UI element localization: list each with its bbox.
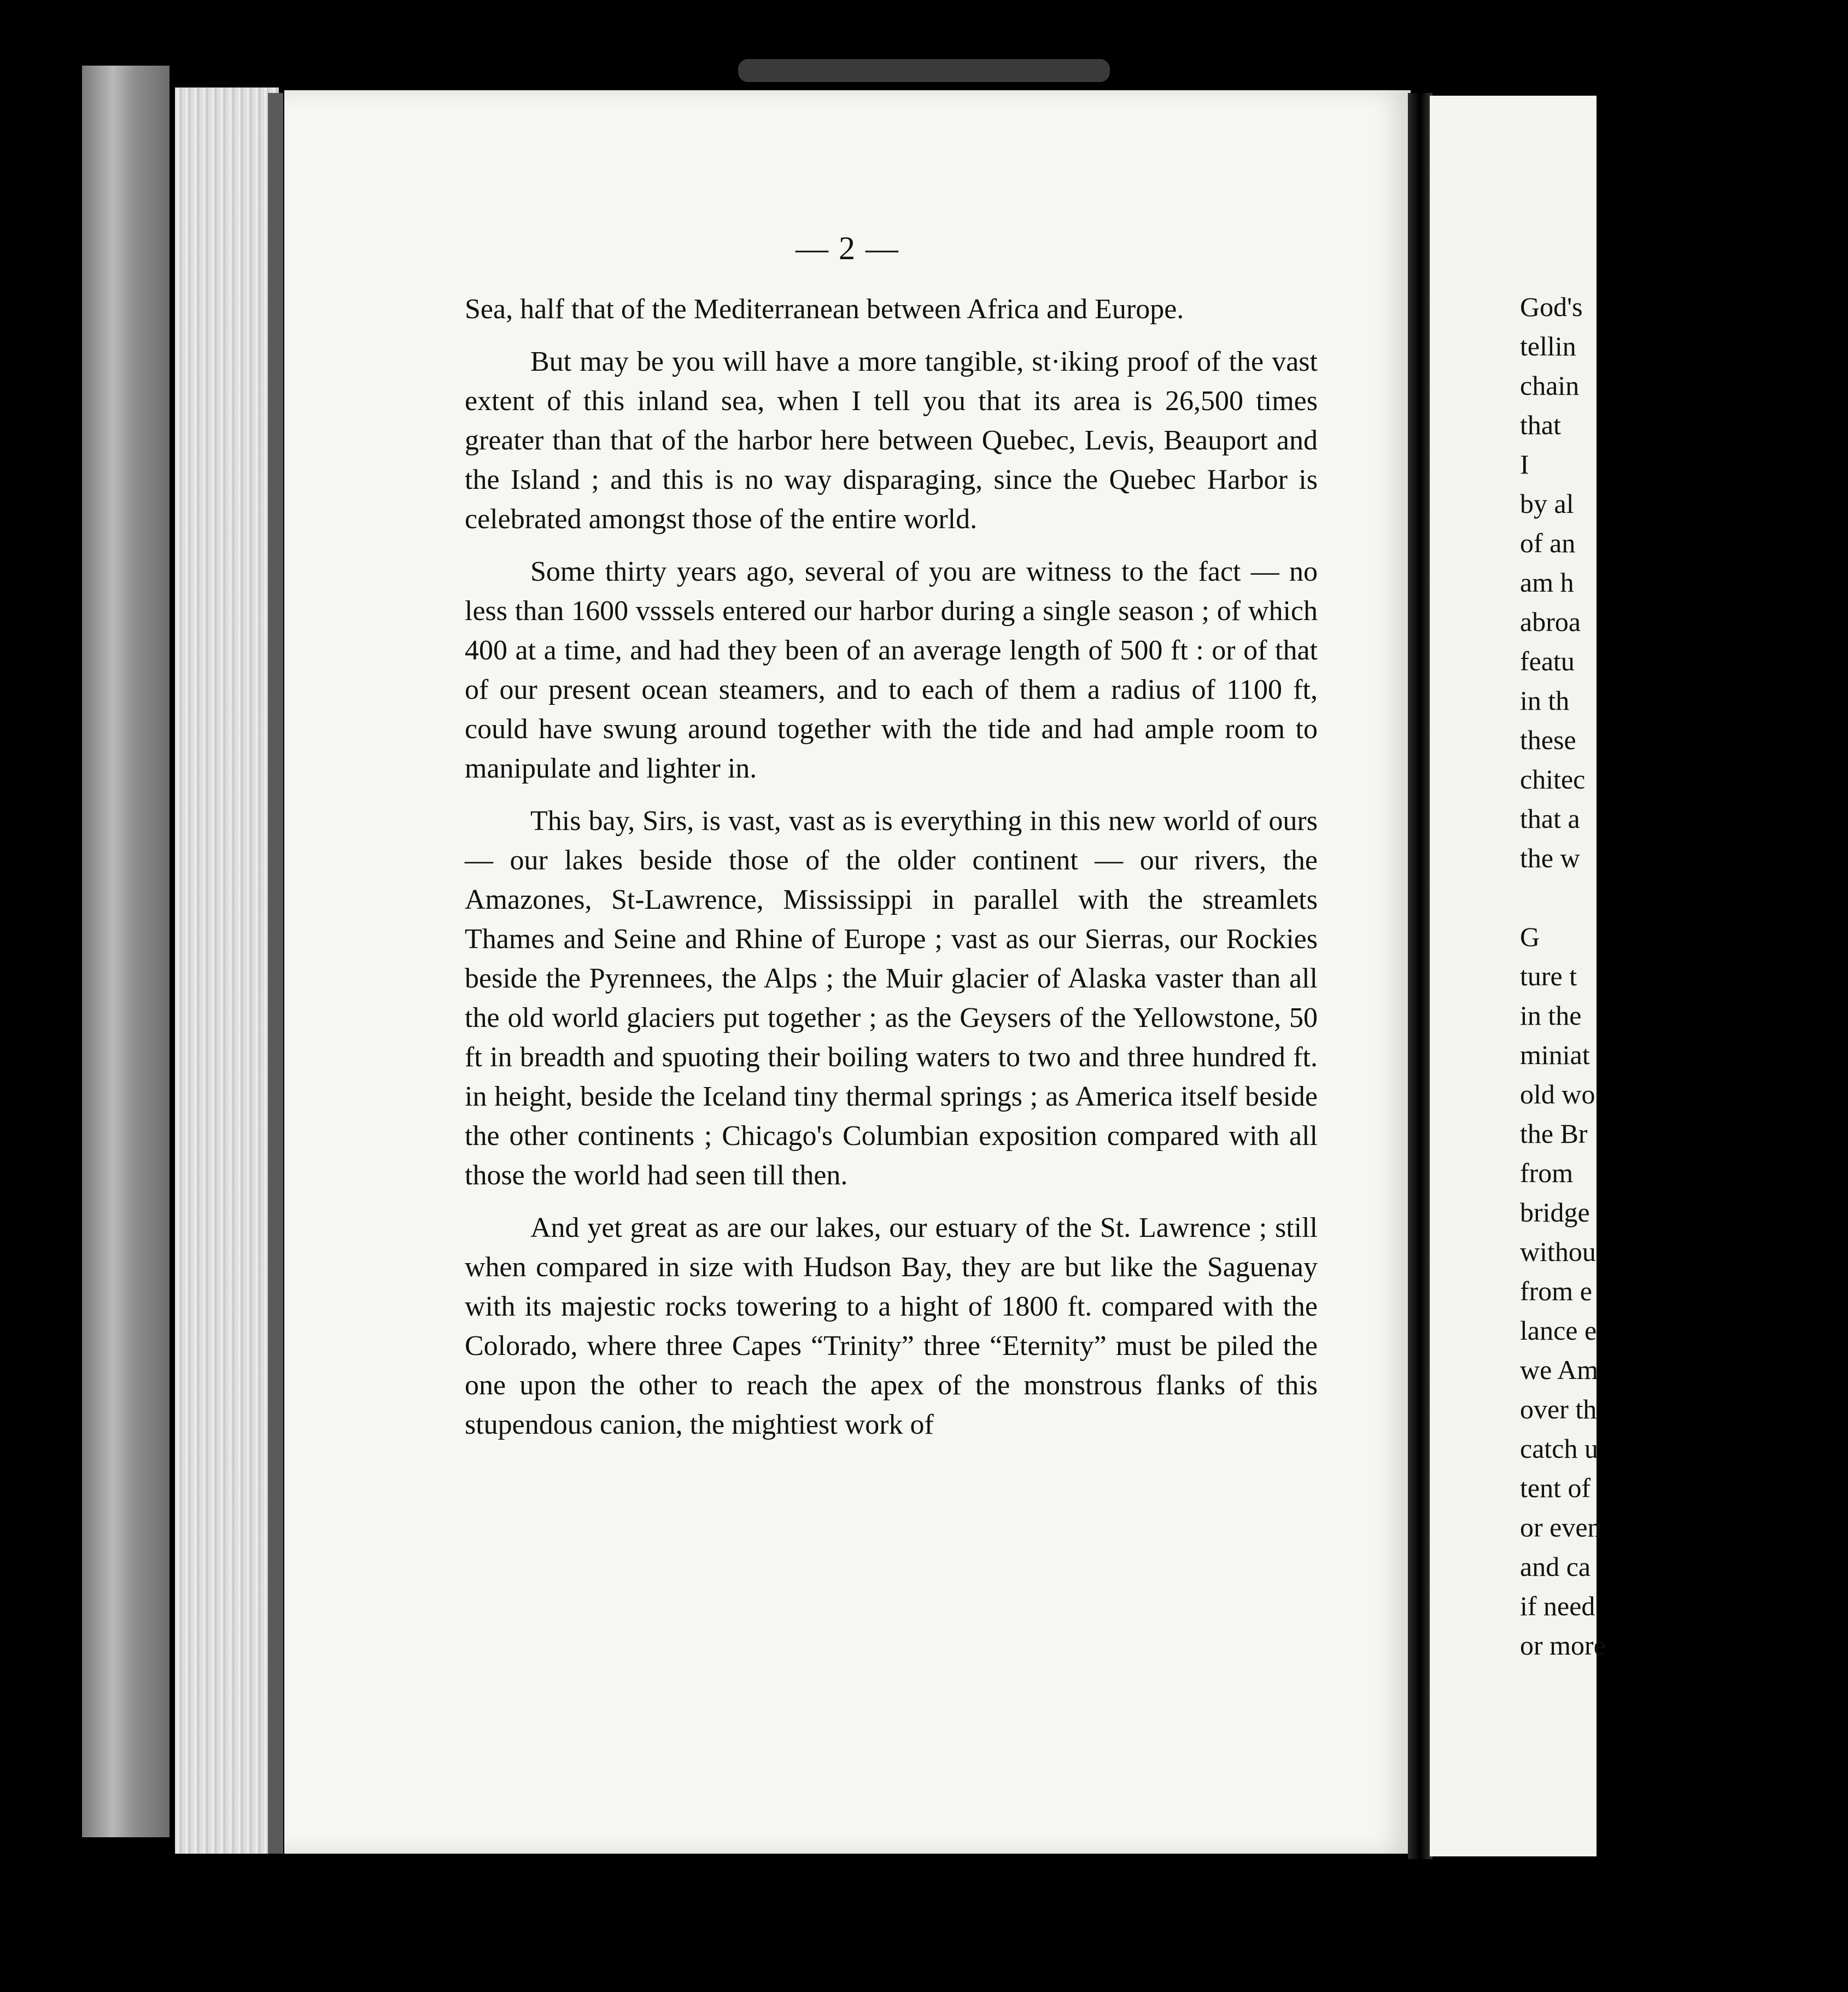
right-page-line: that bbox=[1520, 410, 1561, 440]
right-page-line: these bbox=[1520, 725, 1576, 755]
right-page-line: tellin bbox=[1520, 331, 1576, 361]
right-page-line: that a bbox=[1520, 803, 1580, 834]
right-page-line: bridge bbox=[1520, 1197, 1590, 1228]
page-stack-edges bbox=[175, 87, 279, 1854]
paragraph-4: This bay, Sirs, is vast, vast as is everything in this new world of ours — our lakes beside those of the older continent — our rivers, the Amazones, St-Lawrence, Mississippi in parallel with the streamlets Thames and Seine and Rhine of Europe ; vast as our Sierras, our Rockies beside the Pyrennees, the Alps ; the Muir glacier of Alaska vaster than all the old world glaciers put together ; as the Geysers of the Yellowstone, 50 ft in breadth and spuoting their boiling waters to two and three hundred ft. in height, beside the Iceland tiny thermal springs ; as America itself beside the other continents ; Chicago's Columbian exposition compared with all those the world had seen till then. bbox=[465, 805, 1318, 1191]
right-page-line: and ca bbox=[1520, 1551, 1591, 1582]
paragraph-2: But may be you will have a more tangible, st·iking proof of the vast extent of this inland sea, when I tell you that its area is 26,500 times greater than that of the harbor here between Quebec, Levis, Beauport and the Island ; and this is no way disparaging, since the Quebec Harbor is celebrated amongst those of the entire world. bbox=[465, 346, 1318, 535]
right-page bbox=[1430, 96, 1606, 1856]
right-page-text bbox=[1520, 287, 1848, 1665]
book-gutter bbox=[1408, 93, 1432, 1859]
right-page-line: from e bbox=[1520, 1276, 1592, 1306]
book-spine bbox=[82, 66, 169, 1837]
right-page-line: G bbox=[1520, 921, 1540, 952]
scanner-clip bbox=[738, 59, 1110, 82]
right-page-line: am h bbox=[1520, 567, 1574, 598]
right-page-line: withou bbox=[1520, 1236, 1596, 1267]
right-page-line: the w bbox=[1520, 843, 1580, 873]
right-page-line: from bbox=[1520, 1158, 1574, 1188]
page-body bbox=[465, 290, 1318, 1458]
right-page-line: catch u bbox=[1520, 1433, 1598, 1464]
right-page-line: by al bbox=[1520, 488, 1574, 519]
right-page-line: in th bbox=[1520, 685, 1570, 716]
right-page-line bbox=[1520, 878, 1848, 917]
right-page-line: or even bbox=[1520, 1512, 1601, 1543]
right-page-line: God's bbox=[1520, 291, 1583, 322]
left-page bbox=[284, 90, 1411, 1854]
right-page-line: chitec bbox=[1520, 764, 1586, 795]
right-page-line: in the bbox=[1520, 1000, 1582, 1031]
paragraph-5: And yet great as are our lakes, our estuary of the St. Lawrence ; still when compared in size with Hudson Bay, they are but like the Saguenay with its majestic rocks towering to a hight of 1800 ft. compared with the Colorado, where three Capes “Trinity” three “Eternity” must be piled the one upon the other to reach the apex of the monstrous flanks of this stupendous canion, the mightiest work of bbox=[465, 1212, 1318, 1440]
right-page-line: lance e bbox=[1520, 1315, 1597, 1346]
right-page-line: tent of bbox=[1520, 1473, 1591, 1503]
right-page-line: the Br bbox=[1520, 1118, 1588, 1149]
paragraph-1: Sea, half that of the Mediterranean between Africa and Europe. bbox=[465, 294, 1184, 325]
right-page-line: we Am bbox=[1520, 1354, 1599, 1385]
right-page-line: over th bbox=[1520, 1394, 1597, 1424]
right-page-line: I bbox=[1520, 449, 1529, 480]
right-page-line: if need bbox=[1520, 1591, 1595, 1621]
right-page-line: miniat bbox=[1520, 1039, 1590, 1070]
paragraph-3: Some thirty years ago, several of you are witness to the fact — no less than 1600 vsssels entered our harbor during a single season ; of which 400 at a time, and had they been of an average length of 500 ft : or of that of our present ocean steamers, and to each of them a radius of 1100 ft, could have swung around together with the tide and had ample room to manipulate and lighter in. bbox=[465, 556, 1318, 784]
right-page-line: or more bbox=[1520, 1630, 1606, 1661]
right-page-line: old wo bbox=[1520, 1079, 1595, 1109]
page-number: — 2 — bbox=[796, 230, 899, 266]
right-page-line: of an bbox=[1520, 528, 1576, 558]
right-page-line: chain bbox=[1520, 370, 1580, 401]
right-page-line: abroa bbox=[1520, 606, 1581, 637]
page-stack-border bbox=[268, 93, 283, 1854]
right-page-line: featu bbox=[1520, 646, 1575, 676]
right-page-line: ture t bbox=[1520, 961, 1577, 991]
